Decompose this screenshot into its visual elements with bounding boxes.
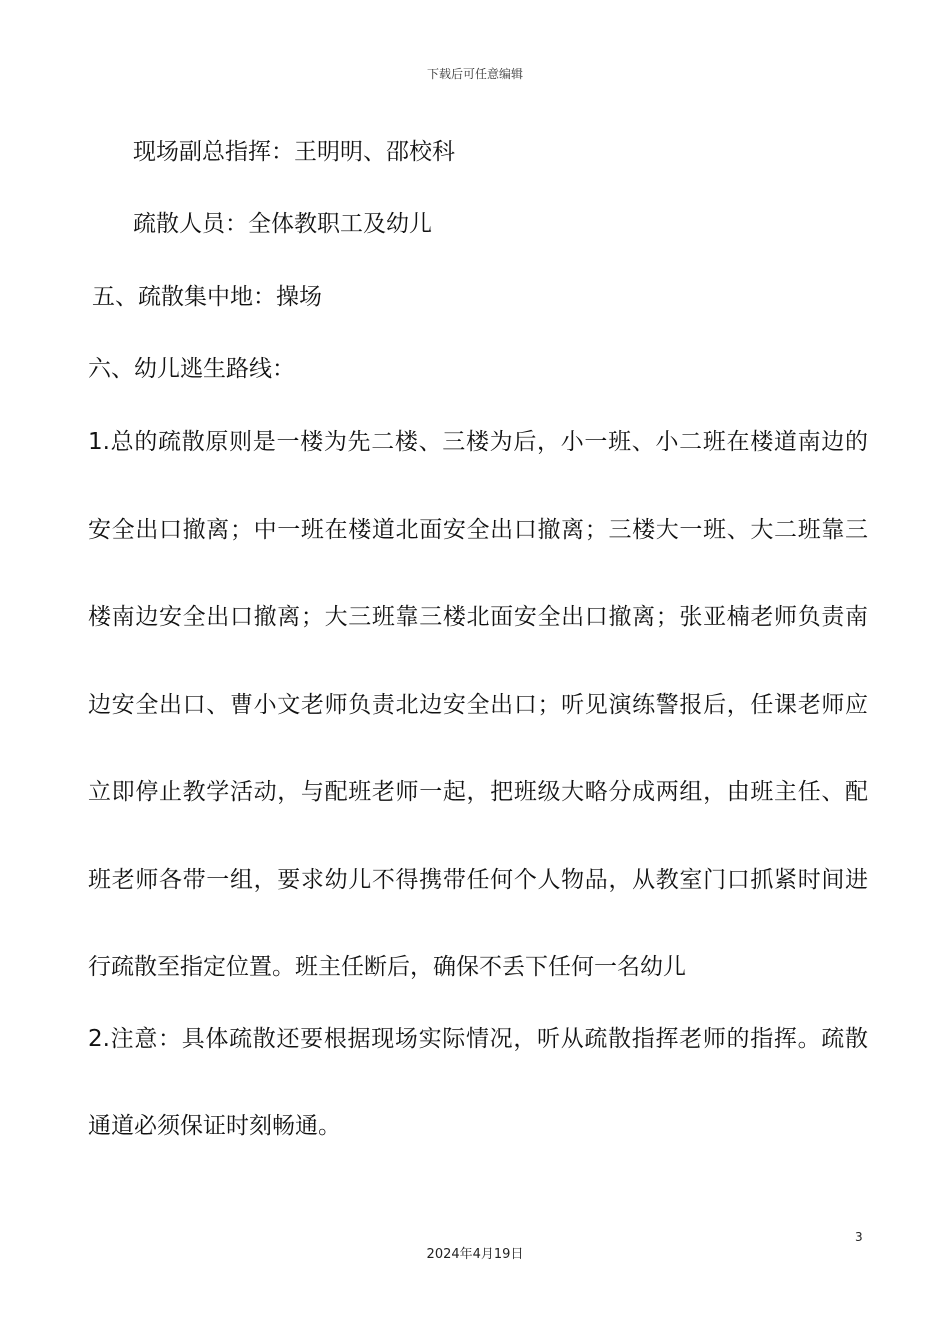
assembly-point-heading: 五、疏散集中地：操场	[92, 284, 322, 310]
page-header: 下载后可任意编辑	[426, 67, 523, 81]
evacuation-principle-paragraph: 1.总的疏散原则是一楼为先二楼、三楼为后，小一班、小二班在楼道南边的安全出口撤离；中一班在楼道北面安全出口撤离；三楼大一班、大二班靠三楼南边安全出口撤离；大三班靠三楼北面安全出口撤离；张亚楠老师负责南边安全出口、曹小文老师负责北边安全出口；听见演练警报后，任课老师应立即停止教学活动，与配班老师一起，把班级大略分成两组，由班主任、配班老师各带一组，要求幼儿不得携带任何个人物品，从教室门口抓紧时间进行疏散至指定位置。班主任断后，确保不丢下任何一名幼儿	[88, 429, 868, 980]
deputy-commander-line: 现场副总指挥：王明明、邵校科	[133, 139, 455, 165]
escape-route-heading: 六、幼儿逃生路线：	[88, 356, 295, 382]
page-number: 3	[855, 1230, 863, 1244]
evacuees-line: 疏散人员：全体教职工及幼儿	[133, 211, 432, 237]
page-footer-date: 2024年4月19日	[426, 1247, 524, 1262]
notice-paragraph: 2.注意：具体疏散还要根据现场实际情况，听从疏散指挥老师的指挥。疏散通道必须保证时刻畅通。	[88, 1026, 868, 1139]
